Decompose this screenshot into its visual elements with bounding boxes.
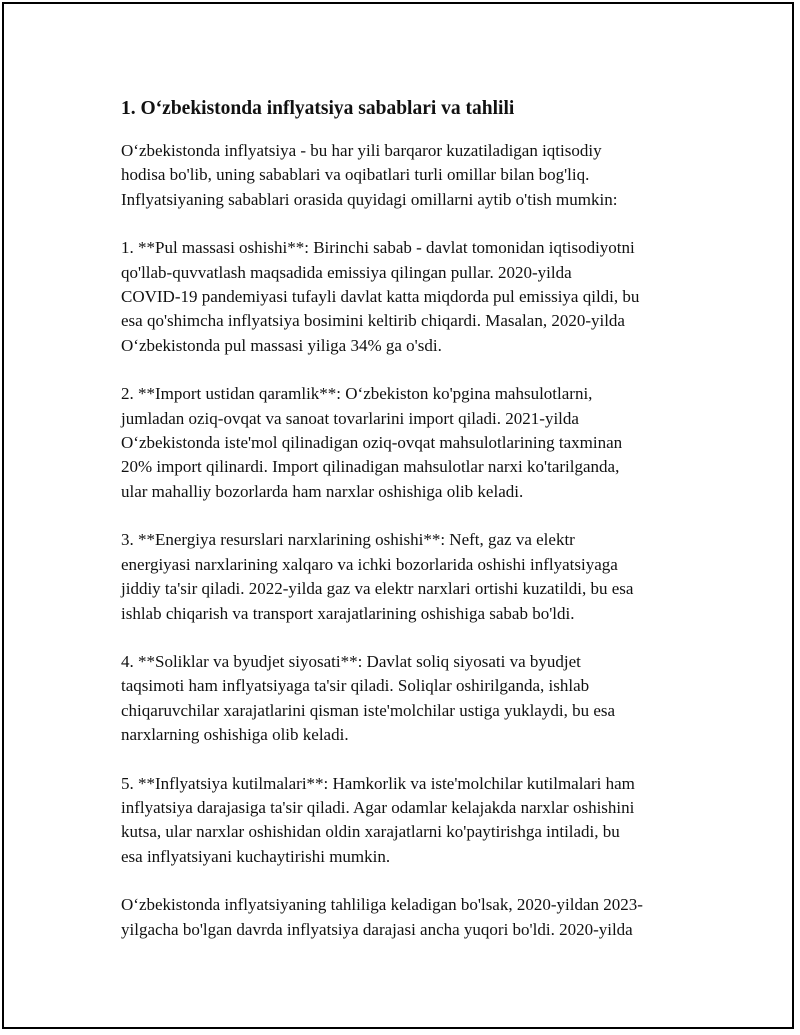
- text-line: O‘zbekistonda inflyatsiyaning tahliliga keladigan bo'lsak, 2020-yildan 2023-: [121, 895, 643, 915]
- text-line: 4. **Soliklar va byudjet siyosati**: Davlat soliq siyosati va byudjet: [121, 651, 581, 671]
- text-line: kutsa, ular narxlar oshishidan oldin xarajatlarni ko'paytirishga intiladi, bu: [121, 822, 620, 842]
- paragraph: [121, 772, 701, 870]
- paragraph-list: [121, 139, 701, 942]
- text-line: esa qo'shimcha inflyatsiya bosimini keltirib chiqardi. Masalan, 2020-yilda: [121, 311, 625, 331]
- text-line: O‘zbekistonda pul massasi yiliga 34% ga o'sdi.: [121, 335, 442, 355]
- text-line: Inflyatsiyaning sabablari orasida quyidagi omillarni aytib o'tish mumkin:: [121, 189, 618, 209]
- text-line: COVID-19 pandemiyasi tufayli davlat katta miqdorda pul emissiya qildi, bu: [121, 287, 640, 307]
- text-line: ular mahalliy bozorlarda ham narxlar oshishiga olib keladi.: [121, 481, 524, 501]
- paragraph: [121, 236, 701, 358]
- document-body: [121, 95, 701, 966]
- text-line: O‘zbekistonda iste'mol qilinadigan oziq-ovqat mahsulotlarining taxminan: [121, 433, 623, 453]
- document-title: 1. O‘zbekistonda inflyatsiya sabablari va tahlili: [121, 98, 515, 119]
- text-line: energiyasi narxlarining xalqaro va ichki bozorlarida oshishi inflyatsiyaga: [121, 554, 618, 574]
- text-line: 5. **Inflyatsiya kutilmalari**: Hamkorlik va iste'molchilar kutilmalari ham: [121, 773, 635, 793]
- text-line: 2. **Import ustidan qaramlik**: O‘zbekiston ko'pgina mahsulotlarni,: [121, 384, 593, 404]
- text-line: esa inflyatsiyani kuchaytirishi mumkin.: [121, 846, 391, 866]
- text-line: yilgacha bo'lgan davrda inflyatsiya darajasi ancha yuqori bo'ldi. 2020-yilda: [121, 919, 633, 939]
- paragraph: [121, 650, 701, 748]
- text-line: hodisa bo'lib, uning sabablari va oqibatlari turli omillar bilan bog'liq.: [121, 165, 590, 185]
- text-line: jiddiy ta'sir qiladi. 2022-yilda gaz va elektr narxlari ortishi kuzatildi, bu esa: [121, 579, 634, 599]
- text-line: 20% import qilinardi. Import qilinadigan mahsulotlar narxi ko'tarilganda,: [121, 457, 620, 477]
- paragraph: [121, 382, 701, 504]
- text-line: inflyatsiya darajasiga ta'sir qiladi. Agar odamlar kelajakda narxlar oshishini: [121, 797, 635, 817]
- document-page: [2, 2, 794, 1029]
- text-line: 3. **Energiya resurslari narxlarining oshishi**: Neft, gaz va elektr: [121, 530, 575, 550]
- text-line: chiqaruvchilar xarajatlarini qisman iste'molchilar ustiga yuklaydi, bu esa: [121, 700, 616, 720]
- text-line: taqsimoti ham inflyatsiyaga ta'sir qiladi. Soliqlar oshirilganda, ishlab: [121, 676, 590, 696]
- text-line: narxlarning oshishiga olib keladi.: [121, 725, 349, 745]
- text-line: O‘zbekistonda inflyatsiya - bu har yili barqaror kuzatiladigan iqtisodiy: [121, 141, 602, 160]
- paragraph: [121, 893, 701, 942]
- text-line: qo'llab-quvvatlash maqsadida emissiya qilingan pullar. 2020-yilda: [121, 262, 572, 282]
- text-line: 1. **Pul massasi oshishi**: Birinchi sabab - davlat tomonidan iqtisodiyotni: [121, 238, 635, 258]
- paragraph: [121, 139, 701, 212]
- text-line: jumladan oziq-ovqat va sanoat tovarlarini import qiladi. 2021-yilda: [121, 408, 579, 428]
- paragraph: [121, 528, 701, 626]
- text-line: ishlab chiqarish va transport xarajatlarining oshishiga sabab bo'ldi.: [121, 603, 575, 623]
